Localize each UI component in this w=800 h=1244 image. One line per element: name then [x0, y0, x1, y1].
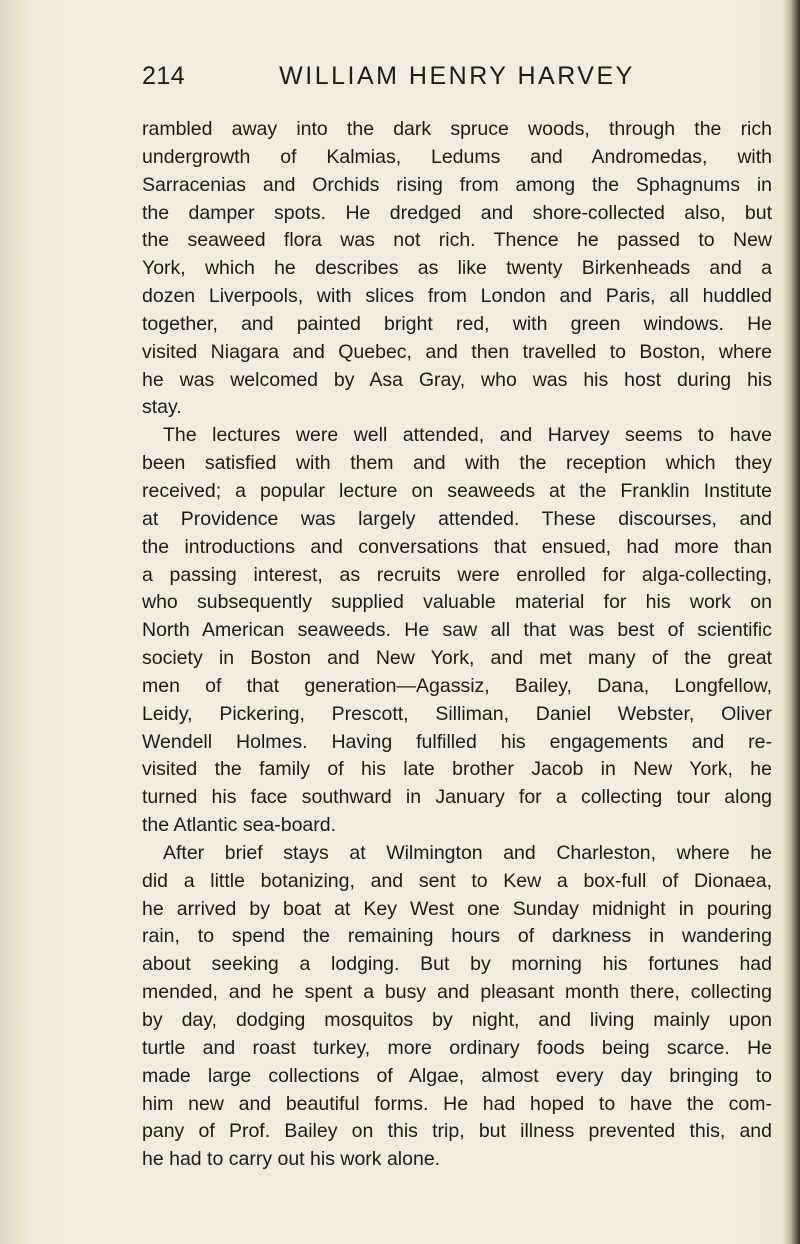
text-line: After brief stays at Wilmington and Charleston, where he [163, 841, 772, 864]
text-line: rain, to spend the remaining hours of darkness in wandering [142, 925, 772, 948]
text-line: stay. [142, 396, 182, 419]
text-line: Leidy, Pickering, Prescott, Silliman, Daniel Webster, Oliver [142, 702, 772, 725]
paragraph [142, 116, 772, 422]
text-line: the Atlantic sea-board. [142, 814, 337, 837]
text-line: visited the family of his late brother Jacob in New York, he [142, 758, 772, 781]
text-line: who subsequently supplied valuable material for his work on [142, 591, 772, 614]
text-line: the introductions and conversations that ensued, had more than [142, 535, 772, 558]
text-line: men of that generation—Agassiz, Bailey, Dana, Longfellow, [142, 674, 772, 697]
text-line: society in Boston and New York, and met many of the great [142, 647, 772, 670]
body-text [142, 116, 772, 1174]
text-line: turtle and roast turkey, more ordinary foods being scarce. He [142, 1036, 772, 1059]
text-line: dozen Liverpools, with slices from London and Paris, all huddled [142, 285, 772, 308]
text-line: together, and painted bright red, with green windows. He [142, 312, 772, 335]
text-line: undergrowth of Kalmias, Ledums and Andromedas, with [142, 145, 772, 168]
text-line: by day, dodging mosquitos by night, and living mainly upon [142, 1009, 772, 1031]
text-line: did a little botanizing, and sent to Kew a box-full of Dionaea, [142, 869, 772, 892]
text-line: visited Niagara and Quebec, and then travelled to Boston, where [142, 340, 772, 363]
text-line: Wendell Holmes. Having fulfilled his engagements and re- [142, 730, 772, 753]
text-line: he arrived by boat at Key West one Sunday midnight in pouring [142, 897, 772, 920]
text-line: rambled away into the dark spruce woods, through the rich [142, 118, 772, 140]
text-line: he had to carry out his work alone. [142, 1148, 441, 1171]
text-line: a passing interest, as recruits were enrolled for alga-collecting, [142, 563, 772, 586]
page-gutter-shadow [0, 0, 30, 1244]
text-line: York, which he describes as like twenty Birkenheads and a [142, 257, 772, 280]
page-edge-shadow [782, 0, 800, 1244]
text-line: at Providence was largely attended. These discourses, and [142, 507, 772, 530]
text-line: mended, and he spent a busy and pleasant month there, collecting [142, 981, 772, 1004]
paragraph [142, 840, 772, 1174]
text-line: him new and beautiful forms. He had hoped to have the com- [142, 1092, 772, 1115]
text-line: received; a popular lecture on seaweeds at the Franklin Institute [142, 479, 772, 502]
text-line: the seaweed flora was not rich. Thence he passed to New [142, 229, 772, 252]
text-line: been satisfied with them and with the reception which they [142, 452, 772, 475]
text-line: North American seaweeds. He saw all that was best of scientific [142, 619, 772, 642]
text-line: Sarracenias and Orchids rising from among the Sphagnums in [142, 173, 772, 196]
text-line: about seeking a lodging. But by morning his fortunes had [142, 953, 772, 976]
text-line: turned his face southward in January for a collecting tour along [142, 786, 772, 809]
page-number: 214 [142, 62, 186, 90]
text-line: made large collections of Algae, almost every day bringing to [142, 1064, 772, 1087]
running-head [142, 62, 772, 102]
running-title: WILLIAM HENRY HARVEY [279, 62, 635, 90]
text-line: the damper spots. He dredged and shore-collected also, but [142, 201, 772, 224]
text-line: The lectures were well attended, and Harvey seems to have [163, 424, 772, 447]
text-line: he was welcomed by Asa Gray, who was his host during his [142, 368, 772, 391]
text-line: pany of Prof. Bailey on this trip, but illness prevented this, and [142, 1120, 772, 1143]
paragraph [142, 422, 772, 840]
